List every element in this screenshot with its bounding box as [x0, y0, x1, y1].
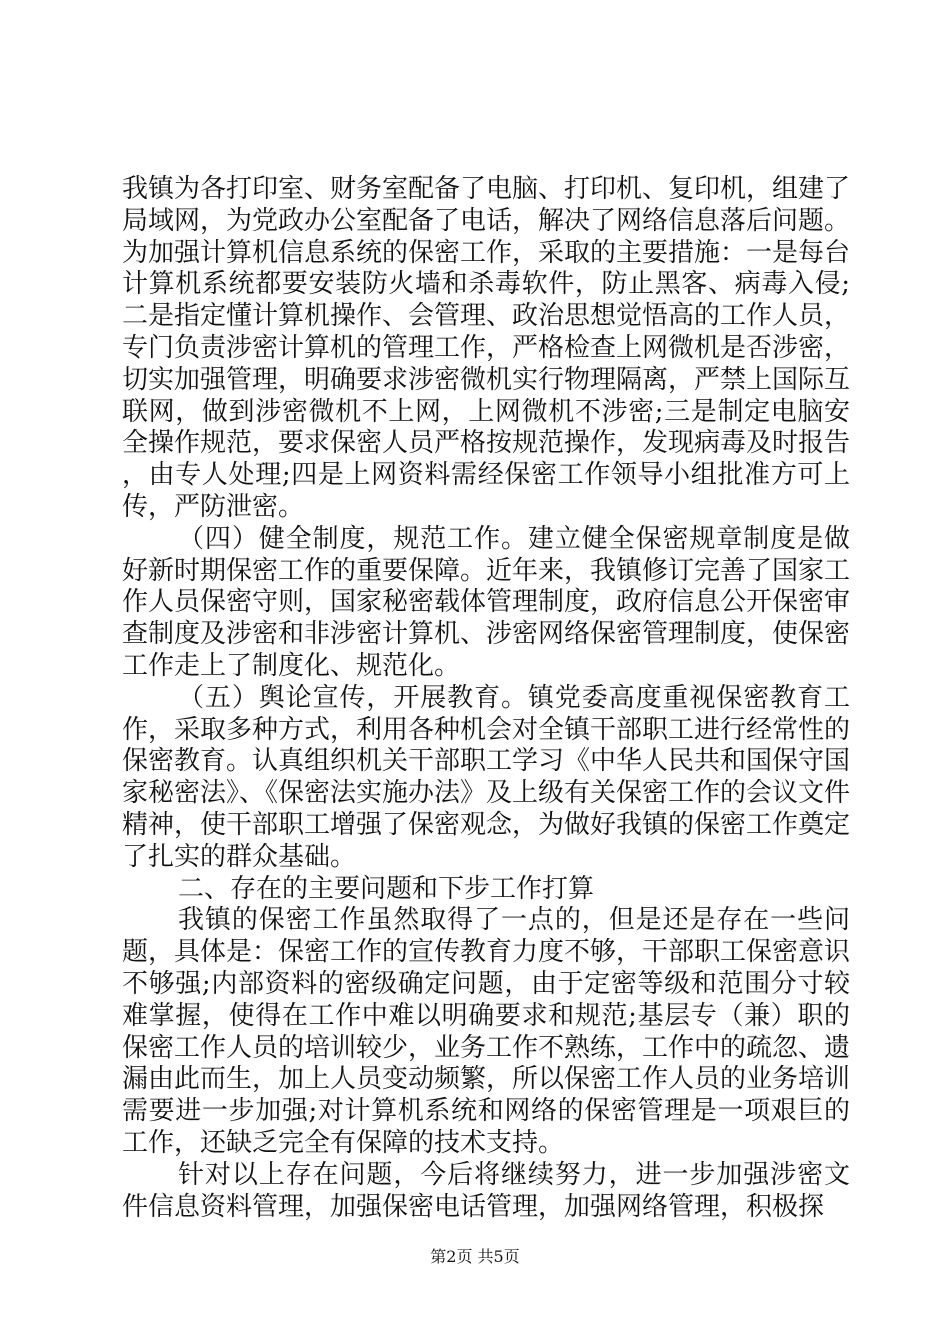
paragraph-section-five: （五）舆论宣传，开展教育。镇党委高度重视保密教育工作，采取多种方式，利用各种机会对全镇干部职工进行经常性的保密教育。认真组织机关干部职工学习《中华人民共和国保守国家秘密法》、《保密法实施办法》及上级有关保密工作的会议文件精神，使干部职工增强了保密观念，为做好我镇的保密工作奠定了扎实的群众基础。 — [122, 682, 851, 872]
section-heading-problems: 二、存在的主要问题和下步工作打算 — [178, 873, 595, 904]
paragraph-section-four: （四）健全制度，规范工作。建立健全保密规章制度是做好新时期保密工作的重要保障。近年来，我镇修订完善了国家工作人员保密守则，国家秘密载体管理制度，政府信息公开保密审查制度及涉密和非涉密计算机、涉密网络保密管理制度，使保密工作走上了制度化、规范化。 — [122, 523, 851, 681]
document-body — [122, 174, 850, 1223]
paragraph-problems: 我镇的保密工作虽然取得了一点的，但是还是存在一些问题，具体是：保密工作的宣传教育力度不够，干部职工保密意识不够强;内部资料的密级确定问题，由于定密等级和范围分寸较难掌握，使得在工作中难以明确要求和规范;基层专（兼）职的保密工作人员的培训较少，业务工作不熟练，工作中的疏忽、遗漏由此而生，加上人员变动频繁，所以保密工作人员的业务培训需要进一步加强;对计算机系统和网络的保密管理是一项艰巨的工作，还缺乏完全有保障的技术支持。 — [122, 905, 851, 1158]
paragraph-next-steps: 针对以上存在问题，今后将继续努力，进一步加强涉密文件信息资料管理，加强保密电话管理，加强网络管理，积极探 — [122, 1159, 850, 1222]
paragraph-network-measures: 我镇为各打印室、财务室配备了电脑、打印机、复印机，组建了局域网，为党政办公室配备了电话，解决了网络信息落后问题。为加强计算机信息系统的保密工作，采取的主要措施：一是每台计算机系统都要安装防火墙和杀毒软件，防止黑客、病毒入侵;二是指定懂计算机操作、会管理、政治思想觉悟高的工作人员，专门负责涉密计算机的管理工作，严格检查上网微机是否涉密，切实加强管理，明确要求涉密微机实行物理隔离，严禁上国际互联网，做到涉密微机不上网，上网微机不涉密;三是制定电脑安全操作规范，要求保密人员严格按规范操作，发现病毒及时报告，由专人处理;四是上网资料需经保密工作领导小组批准方可上传，严防泄密。 — [122, 174, 851, 522]
page-number-footer: 第2页 共5页 — [430, 1247, 520, 1266]
